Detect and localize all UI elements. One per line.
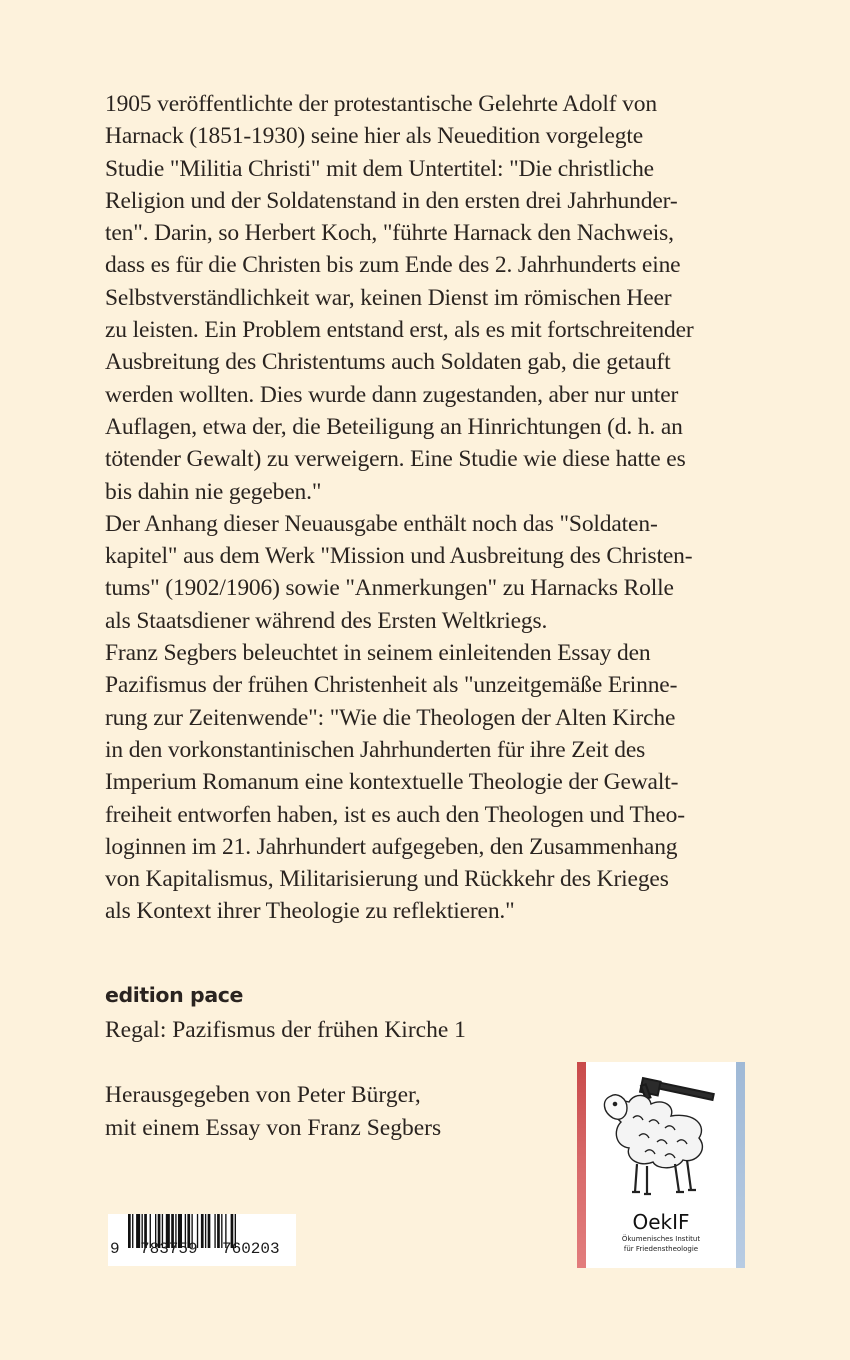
blurb-line: ten". Darin, so Herbert Koch, "führte Harnack den Nachweis, xyxy=(105,220,674,247)
blurb-line: loginnen im 21. Jahrhundert aufgegeben, den Zusammenhang xyxy=(105,833,678,860)
blurb-line: tums" (1902/1906) sowie "Anmerkungen" zu Harnacks Rolle xyxy=(105,575,674,602)
isbn-first-digit: 9 xyxy=(110,1240,120,1258)
barcode-bar xyxy=(208,1214,211,1248)
blurb-line: Franz Segbers beleuchtet in seinem einleitenden Essay den xyxy=(105,640,651,667)
blurb-line: als Staatsdiener während des Ersten Weltkriegs. xyxy=(105,607,548,634)
blurb-line: als Kontext ihrer Theologie zu reflektieren." xyxy=(105,898,515,925)
blurb-line: 1905 veröffentlichte der protestantische Gelehrte Adolf von xyxy=(105,91,657,117)
isbn-right-group: 760203 xyxy=(222,1240,280,1258)
blurb-line: werden wollten. Dies wurde dann zugestanden, aber nur unter xyxy=(105,381,679,408)
editor-credits xyxy=(105,1079,441,1144)
blurb-line: Harnack (1851-1930) seine hier als Neuedition vorgelegte xyxy=(105,123,644,150)
barcode-bar xyxy=(201,1214,204,1248)
barcode-bar xyxy=(217,1214,220,1248)
barcode-bar xyxy=(214,1214,215,1248)
blurb-line: Selbstverständlichkeit war, keinen Dienst im römischen Heer xyxy=(105,284,672,311)
logo-subtitle-line: für Friedenstheologie xyxy=(623,1244,699,1253)
credits-line-editor: Herausgegeben von Peter Bürger, xyxy=(105,1082,421,1108)
blurb-line: Imperium Romanum eine kontextuelle Theologie der Gewalt- xyxy=(105,769,679,796)
blurb-line: von Kapitalismus, Militarisierung und Rückkehr des Krieges xyxy=(105,866,669,893)
blurb-line: Ausbreitung des Christentums auch Soldaten gab, die getauft xyxy=(105,349,671,376)
blurb-line: dass es für die Christen bis zum Ende des 2. Jahrhunderts eine xyxy=(105,252,681,279)
back-cover-blurb xyxy=(105,88,755,928)
blurb-line: Pazifismus der frühen Christenheit als "unzeitgemäße Erinne- xyxy=(105,672,678,699)
barcode-bar xyxy=(132,1214,133,1248)
lamb-with-rifle-icon xyxy=(599,1072,723,1204)
publisher-name: edition pace xyxy=(105,983,244,1007)
blurb-line: Auflagen, etwa der, die Beteiligung an Hinrichtungen (d. h. an xyxy=(105,413,683,440)
blurb-line: rung zur Zeitenwende": "Wie die Theologen der Alten Kirche xyxy=(105,704,676,731)
blurb-line: Studie "Militia Christi" mit dem Untertitel: "Die christliche xyxy=(105,155,654,182)
logo-subtitle-line: Ökumenisches Institut xyxy=(621,1235,701,1243)
blurb-line: Der Anhang dieser Neuausgabe enthält noch das "Soldaten- xyxy=(105,510,658,537)
blurb-line: in den vorkonstantinischen Jahrhunderten für ihre Zeit des xyxy=(105,736,646,763)
logo-title: OekIF xyxy=(632,1210,690,1234)
blurb-line: tötender Gewalt) zu verweigern. Eine Studie wie diese hatte es xyxy=(105,446,686,473)
barcode-bar xyxy=(128,1214,131,1248)
series-label: Regal: Pazifismus der frühen Kirche 1 xyxy=(105,1017,466,1043)
blurb-line: freiheit entworfen haben, ist es auch den Theologen und Theo- xyxy=(105,801,685,828)
barcode-bar xyxy=(205,1214,206,1248)
credits-line-essay: mit einem Essay von Franz Segbers xyxy=(105,1114,442,1141)
isbn-left-group: 783759 xyxy=(140,1240,198,1258)
oekif-logo xyxy=(577,1062,745,1268)
blurb-line: bis dahin nie gegeben." xyxy=(105,478,322,505)
blurb-line: zu leisten. Ein Problem entstand erst, als es mit fortschreitender xyxy=(105,317,694,344)
logo-subtitle xyxy=(577,1235,745,1254)
blurb-line: kapitel" aus dem Werk "Mission und Ausbreitung des Christen- xyxy=(105,543,693,570)
blurb-line: Religion und der Soldatenstand in den ersten drei Jahrhunder- xyxy=(105,187,678,214)
